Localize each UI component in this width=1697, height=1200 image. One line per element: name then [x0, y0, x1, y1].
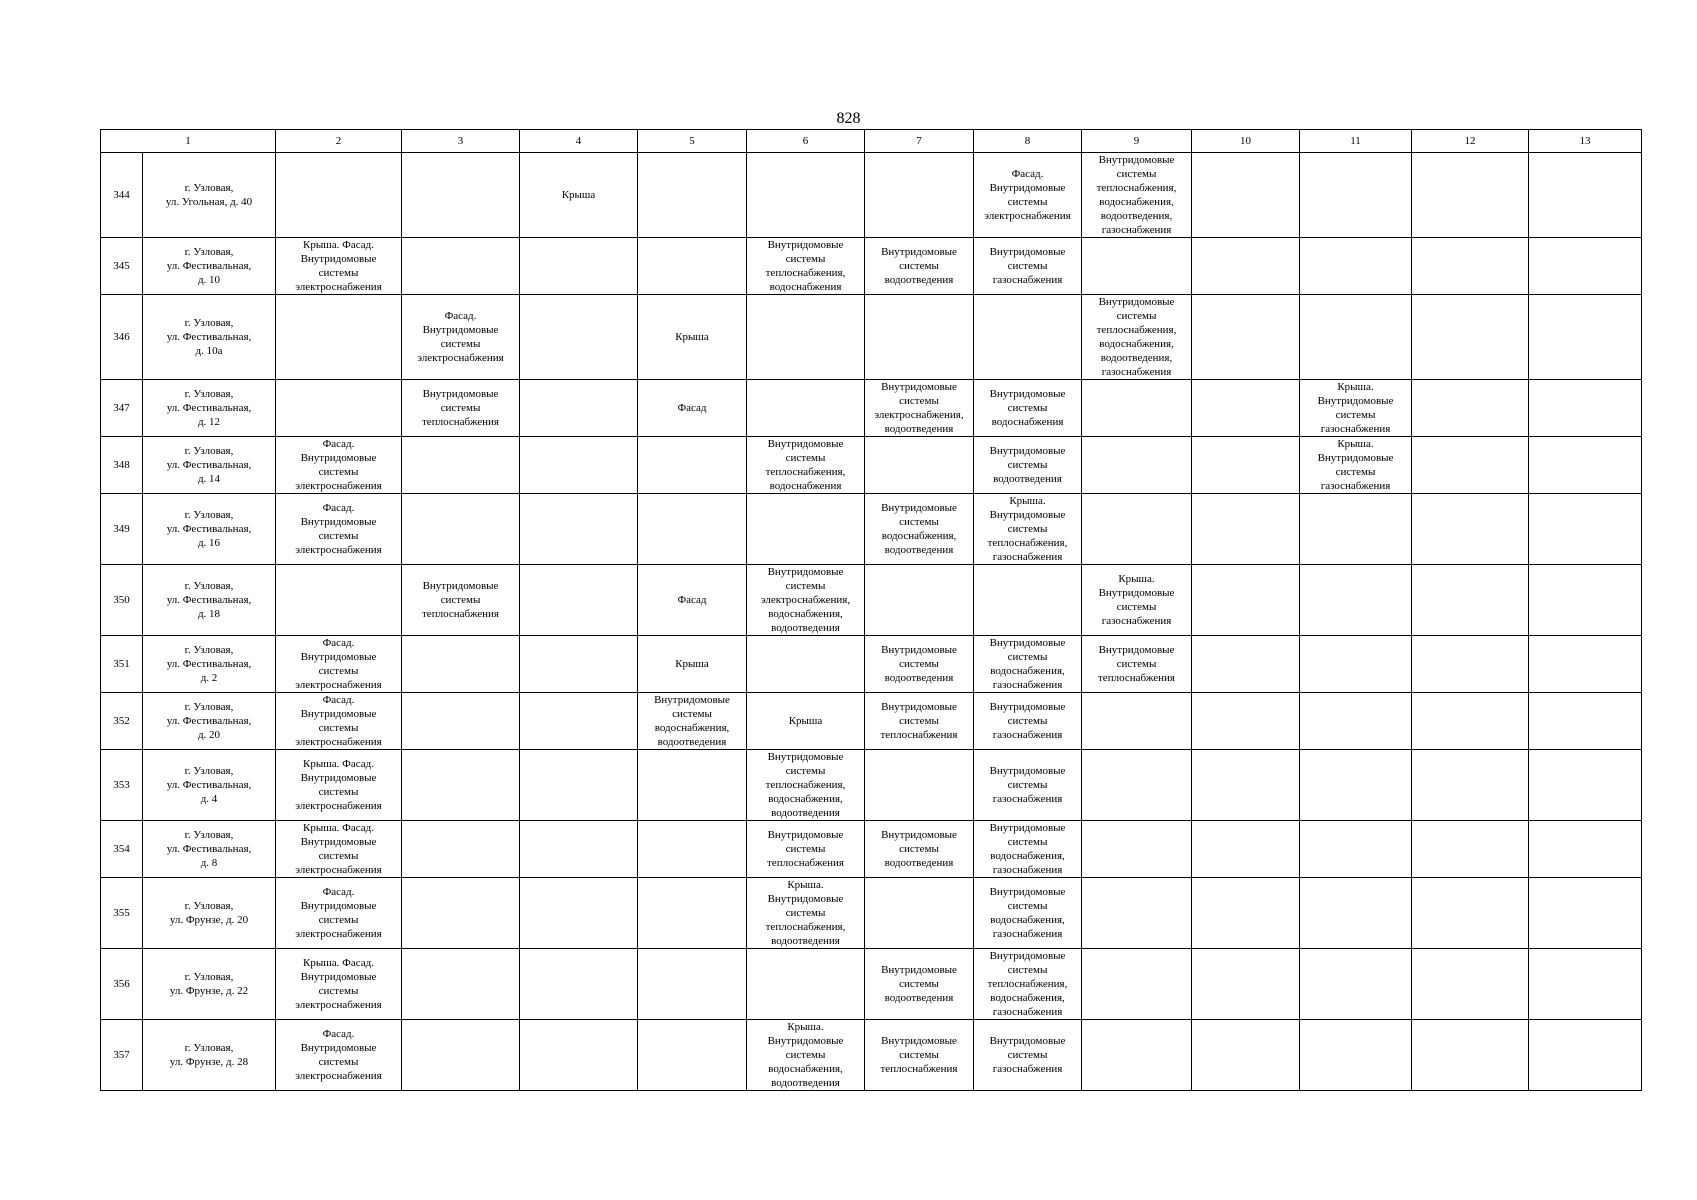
work-cell-col-11 — [1300, 565, 1412, 636]
work-cell-col-3: Фасад. Внутридомовые системы электроснабжения — [402, 295, 520, 380]
work-cell-col-13 — [1529, 295, 1642, 380]
work-cell-col-2: Крыша. Фасад. Внутридомовые системы электроснабжения — [276, 750, 402, 821]
work-cell-col-5 — [638, 949, 747, 1020]
work-cell-col-7: Внутридомовые системы водоотведения — [865, 949, 974, 1020]
work-cell-col-3 — [402, 437, 520, 494]
work-cell-col-4 — [520, 380, 638, 437]
work-cell-col-2: Фасад. Внутридомовые системы электроснабжения — [276, 693, 402, 750]
work-cell-col-2: Фасад. Внутридомовые системы электроснабжения — [276, 878, 402, 949]
work-cell-col-9 — [1082, 380, 1192, 437]
work-cell-col-4 — [520, 821, 638, 878]
work-cell-col-8 — [974, 295, 1082, 380]
row-number: 357 — [101, 1020, 143, 1091]
work-cell-col-10 — [1192, 295, 1300, 380]
row-number: 348 — [101, 437, 143, 494]
work-cell-col-13 — [1529, 380, 1642, 437]
work-cell-col-11: Крыша. Внутридомовые системы газоснабжения — [1300, 437, 1412, 494]
work-cell-col-7: Внутридомовые системы водоотведения — [865, 636, 974, 693]
work-cell-col-3 — [402, 238, 520, 295]
work-cell-col-2: Фасад. Внутридомовые системы электроснабжения — [276, 636, 402, 693]
work-cell-col-9: Внутридомовые системы теплоснабжения, водоснабжения, водоотведения, газоснабжения — [1082, 153, 1192, 238]
address-cell: г. Узловая, ул. Фестивальная, д. 10 — [143, 238, 276, 295]
work-cell-col-4 — [520, 949, 638, 1020]
work-cell-col-11 — [1300, 238, 1412, 295]
work-cell-col-10 — [1192, 565, 1300, 636]
work-cell-col-6 — [747, 636, 865, 693]
table-row — [101, 238, 1642, 295]
work-cell-col-2 — [276, 295, 402, 380]
work-cell-col-2: Крыша. Фасад. Внутридомовые системы электроснабжения — [276, 821, 402, 878]
table-row — [101, 437, 1642, 494]
column-number-row — [101, 130, 1642, 153]
work-cell-col-11 — [1300, 693, 1412, 750]
work-cell-col-12 — [1412, 636, 1529, 693]
work-cell-col-7: Внутридомовые системы водоотведения — [865, 238, 974, 295]
work-cell-col-13 — [1529, 693, 1642, 750]
table-row — [101, 949, 1642, 1020]
work-cell-col-10 — [1192, 636, 1300, 693]
work-cell-col-11: Крыша. Внутридомовые системы газоснабжения — [1300, 380, 1412, 437]
work-cell-col-8: Внутридомовые системы теплоснабжения, водоснабжения, газоснабжения — [974, 949, 1082, 1020]
page-number: 828 — [836, 110, 861, 127]
work-cell-col-10 — [1192, 380, 1300, 437]
work-cell-col-7: Внутридомовые системы водоснабжения, водоотведения — [865, 494, 974, 565]
work-cell-col-9 — [1082, 821, 1192, 878]
work-cell-col-2: Фасад. Внутридомовые системы электроснабжения — [276, 1020, 402, 1091]
row-number: 349 — [101, 494, 143, 565]
column-number-2: 2 — [276, 130, 402, 153]
work-cell-col-11 — [1300, 494, 1412, 565]
address-cell: г. Узловая, ул. Фестивальная, д. 18 — [143, 565, 276, 636]
address-cell: г. Узловая, ул. Фестивальная, д. 14 — [143, 437, 276, 494]
work-cell-col-12 — [1412, 295, 1529, 380]
work-cell-col-6: Крыша — [747, 693, 865, 750]
work-cell-col-4 — [520, 295, 638, 380]
column-number-10: 10 — [1192, 130, 1300, 153]
work-cell-col-6: Внутридомовые системы теплоснабжения, водоснабжения, водоотведения — [747, 750, 865, 821]
work-cell-col-13 — [1529, 1020, 1642, 1091]
work-cell-col-6 — [747, 153, 865, 238]
work-cell-col-4 — [520, 1020, 638, 1091]
work-cell-col-12 — [1412, 949, 1529, 1020]
address-cell: г. Узловая, ул. Фрунзе, д. 20 — [143, 878, 276, 949]
work-cell-col-9 — [1082, 494, 1192, 565]
work-cell-col-3 — [402, 878, 520, 949]
row-number: 351 — [101, 636, 143, 693]
work-cell-col-13 — [1529, 565, 1642, 636]
work-cell-col-5 — [638, 494, 747, 565]
address-cell: г. Узловая, ул. Фестивальная, д. 8 — [143, 821, 276, 878]
work-cell-col-3 — [402, 494, 520, 565]
work-cell-col-13 — [1529, 238, 1642, 295]
work-cell-col-10 — [1192, 693, 1300, 750]
work-cell-col-8: Внутридомовые системы газоснабжения — [974, 238, 1082, 295]
work-cell-col-6: Внутридомовые системы теплоснабжения, водоснабжения — [747, 437, 865, 494]
address-cell: г. Узловая, ул. Угольная, д. 40 — [143, 153, 276, 238]
work-cell-col-8: Внутридомовые системы газоснабжения — [974, 750, 1082, 821]
address-cell: г. Узловая, ул. Фестивальная, д. 4 — [143, 750, 276, 821]
work-cell-col-2: Крыша. Фасад. Внутридомовые системы электроснабжения — [276, 238, 402, 295]
work-cell-col-12 — [1412, 437, 1529, 494]
table-row — [101, 1020, 1642, 1091]
work-cell-col-9: Крыша. Внутридомовые системы газоснабжения — [1082, 565, 1192, 636]
work-cell-col-6 — [747, 494, 865, 565]
row-number: 356 — [101, 949, 143, 1020]
work-cell-col-7 — [865, 153, 974, 238]
work-cell-col-4 — [520, 750, 638, 821]
work-cell-col-6: Крыша. Внутридомовые системы теплоснабжения, водоотведения — [747, 878, 865, 949]
column-number-12: 12 — [1412, 130, 1529, 153]
work-cell-col-8: Внутридомовые системы водоснабжения, газоснабжения — [974, 878, 1082, 949]
work-cell-col-9 — [1082, 949, 1192, 1020]
work-cell-col-11 — [1300, 821, 1412, 878]
work-cell-col-11 — [1300, 295, 1412, 380]
work-cell-col-8: Внутридомовые системы газоснабжения — [974, 1020, 1082, 1091]
work-cell-col-10 — [1192, 153, 1300, 238]
work-cell-col-5 — [638, 437, 747, 494]
work-cell-col-12 — [1412, 878, 1529, 949]
work-cell-col-7 — [865, 295, 974, 380]
table-body — [101, 130, 1642, 1091]
work-cell-col-5 — [638, 153, 747, 238]
work-cell-col-2: Фасад. Внутридомовые системы электроснабжения — [276, 437, 402, 494]
work-cell-col-13 — [1529, 153, 1642, 238]
row-number: 355 — [101, 878, 143, 949]
work-cell-col-9: Внутридомовые системы теплоснабжения, водоснабжения, водоотведения, газоснабжения — [1082, 295, 1192, 380]
work-cell-col-10 — [1192, 949, 1300, 1020]
row-number: 346 — [101, 295, 143, 380]
work-cell-col-9 — [1082, 1020, 1192, 1091]
work-cell-col-11 — [1300, 949, 1412, 1020]
work-cell-col-4 — [520, 437, 638, 494]
work-cell-col-10 — [1192, 878, 1300, 949]
row-number: 345 — [101, 238, 143, 295]
work-cell-col-12 — [1412, 821, 1529, 878]
work-cell-col-2 — [276, 153, 402, 238]
table-row — [101, 494, 1642, 565]
work-cell-col-11 — [1300, 636, 1412, 693]
work-cell-col-10 — [1192, 1020, 1300, 1091]
work-cell-col-4 — [520, 693, 638, 750]
work-cell-col-3 — [402, 949, 520, 1020]
address-cell: г. Узловая, ул. Фестивальная, д. 16 — [143, 494, 276, 565]
work-cell-col-12 — [1412, 238, 1529, 295]
work-cell-col-5: Фасад — [638, 565, 747, 636]
work-cell-col-10 — [1192, 750, 1300, 821]
work-cell-col-7 — [865, 565, 974, 636]
row-number: 344 — [101, 153, 143, 238]
work-cell-col-11 — [1300, 153, 1412, 238]
work-cell-col-7 — [865, 750, 974, 821]
work-cell-col-13 — [1529, 494, 1642, 565]
work-cell-col-13 — [1529, 437, 1642, 494]
table-row — [101, 295, 1642, 380]
work-cell-col-2 — [276, 565, 402, 636]
work-cell-col-13 — [1529, 949, 1642, 1020]
work-cell-col-6 — [747, 380, 865, 437]
work-cell-col-6 — [747, 949, 865, 1020]
work-cell-col-8: Внутридомовые системы водоснабжения, газоснабжения — [974, 636, 1082, 693]
work-cell-col-5: Крыша — [638, 636, 747, 693]
work-cell-col-12 — [1412, 565, 1529, 636]
table-row — [101, 565, 1642, 636]
column-number-4: 4 — [520, 130, 638, 153]
address-cell: г. Узловая, ул. Фестивальная, д. 10а — [143, 295, 276, 380]
work-cell-col-5: Крыша — [638, 295, 747, 380]
row-number: 350 — [101, 565, 143, 636]
work-cell-col-11 — [1300, 750, 1412, 821]
work-cell-col-8: Внутридомовые системы водоснабжения — [974, 380, 1082, 437]
work-cell-col-8: Внутридомовые системы водоотведения — [974, 437, 1082, 494]
row-number: 347 — [101, 380, 143, 437]
work-cell-col-11 — [1300, 878, 1412, 949]
address-cell: г. Узловая, ул. Фрунзе, д. 28 — [143, 1020, 276, 1091]
address-cell: г. Узловая, ул. Фрунзе, д. 22 — [143, 949, 276, 1020]
work-cell-col-13 — [1529, 878, 1642, 949]
work-cell-col-6: Крыша. Внутридомовые системы водоснабжения, водоотведения — [747, 1020, 865, 1091]
work-cell-col-5: Фасад — [638, 380, 747, 437]
work-cell-col-3: Внутридомовые системы теплоснабжения — [402, 380, 520, 437]
work-cell-col-8: Внутридомовые системы газоснабжения — [974, 693, 1082, 750]
work-cell-col-10 — [1192, 494, 1300, 565]
work-cell-col-7: Внутридомовые системы теплоснабжения — [865, 693, 974, 750]
row-number: 353 — [101, 750, 143, 821]
table-row — [101, 380, 1642, 437]
work-cell-col-9: Внутридомовые системы теплоснабжения — [1082, 636, 1192, 693]
work-cell-col-13 — [1529, 750, 1642, 821]
work-cell-col-7: Внутридомовые системы водоотведения — [865, 821, 974, 878]
work-cell-col-11 — [1300, 1020, 1412, 1091]
column-number-5: 5 — [638, 130, 747, 153]
work-cell-col-6: Внутридомовые системы электроснабжения, водоснабжения, водоотведения — [747, 565, 865, 636]
work-cell-col-5: Внутридомовые системы водоснабжения, водоотведения — [638, 693, 747, 750]
column-number-3: 3 — [402, 130, 520, 153]
work-cell-col-2: Фасад. Внутридомовые системы электроснабжения — [276, 494, 402, 565]
work-cell-col-8: Крыша. Внутридомовые системы теплоснабжения, газоснабжения — [974, 494, 1082, 565]
address-cell: г. Узловая, ул. Фестивальная, д. 12 — [143, 380, 276, 437]
work-cell-col-5 — [638, 750, 747, 821]
work-cell-col-12 — [1412, 693, 1529, 750]
table-row — [101, 636, 1642, 693]
column-number-6: 6 — [747, 130, 865, 153]
work-cell-col-3: Внутридомовые системы теплоснабжения — [402, 565, 520, 636]
work-cell-col-5 — [638, 878, 747, 949]
work-cell-col-3 — [402, 821, 520, 878]
work-cell-col-6: Внутридомовые системы теплоснабжения — [747, 821, 865, 878]
work-cell-col-9 — [1082, 878, 1192, 949]
work-cell-col-3 — [402, 153, 520, 238]
work-cell-col-3 — [402, 636, 520, 693]
work-cell-col-8 — [974, 565, 1082, 636]
work-cell-col-12 — [1412, 1020, 1529, 1091]
work-cell-col-4 — [520, 878, 638, 949]
work-cell-col-7: Внутридомовые системы электроснабжения, водоотведения — [865, 380, 974, 437]
work-cell-col-3 — [402, 750, 520, 821]
work-cell-col-12 — [1412, 153, 1529, 238]
work-cell-col-13 — [1529, 636, 1642, 693]
column-number-1: 1 — [101, 130, 276, 153]
work-cell-col-6: Внутридомовые системы теплоснабжения, водоснабжения — [747, 238, 865, 295]
work-cell-col-9 — [1082, 238, 1192, 295]
work-cell-col-2: Крыша. Фасад. Внутридомовые системы электроснабжения — [276, 949, 402, 1020]
address-cell: г. Узловая, ул. Фестивальная, д. 20 — [143, 693, 276, 750]
work-cell-col-4: Крыша — [520, 153, 638, 238]
work-cell-col-10 — [1192, 238, 1300, 295]
column-number-8: 8 — [974, 130, 1082, 153]
work-cell-col-9 — [1082, 693, 1192, 750]
work-cell-col-3 — [402, 693, 520, 750]
column-number-7: 7 — [865, 130, 974, 153]
works-table — [100, 129, 1642, 1091]
table-row — [101, 693, 1642, 750]
table-row — [101, 878, 1642, 949]
work-cell-col-9 — [1082, 750, 1192, 821]
work-cell-col-4 — [520, 636, 638, 693]
column-number-11: 11 — [1300, 130, 1412, 153]
work-cell-col-6 — [747, 295, 865, 380]
work-cell-col-10 — [1192, 437, 1300, 494]
work-cell-col-5 — [638, 238, 747, 295]
work-cell-col-4 — [520, 238, 638, 295]
address-cell: г. Узловая, ул. Фестивальная, д. 2 — [143, 636, 276, 693]
work-cell-col-5 — [638, 821, 747, 878]
work-cell-col-7: Внутридомовые системы теплоснабжения — [865, 1020, 974, 1091]
work-cell-col-12 — [1412, 750, 1529, 821]
column-number-13: 13 — [1529, 130, 1642, 153]
work-cell-col-12 — [1412, 380, 1529, 437]
work-cell-col-7 — [865, 437, 974, 494]
column-number-9: 9 — [1082, 130, 1192, 153]
work-cell-col-13 — [1529, 821, 1642, 878]
table-row — [101, 153, 1642, 238]
work-cell-col-2 — [276, 380, 402, 437]
work-cell-col-5 — [638, 1020, 747, 1091]
row-number: 352 — [101, 693, 143, 750]
work-cell-col-8: Фасад. Внутридомовые системы электроснабжения — [974, 153, 1082, 238]
work-cell-col-8: Внутридомовые системы водоснабжения, газоснабжения — [974, 821, 1082, 878]
row-number: 354 — [101, 821, 143, 878]
work-cell-col-12 — [1412, 494, 1529, 565]
work-cell-col-4 — [520, 494, 638, 565]
work-cell-col-9 — [1082, 437, 1192, 494]
table-row — [101, 821, 1642, 878]
work-cell-col-3 — [402, 1020, 520, 1091]
work-cell-col-4 — [520, 565, 638, 636]
work-cell-col-7 — [865, 878, 974, 949]
table-row — [101, 750, 1642, 821]
work-cell-col-10 — [1192, 821, 1300, 878]
